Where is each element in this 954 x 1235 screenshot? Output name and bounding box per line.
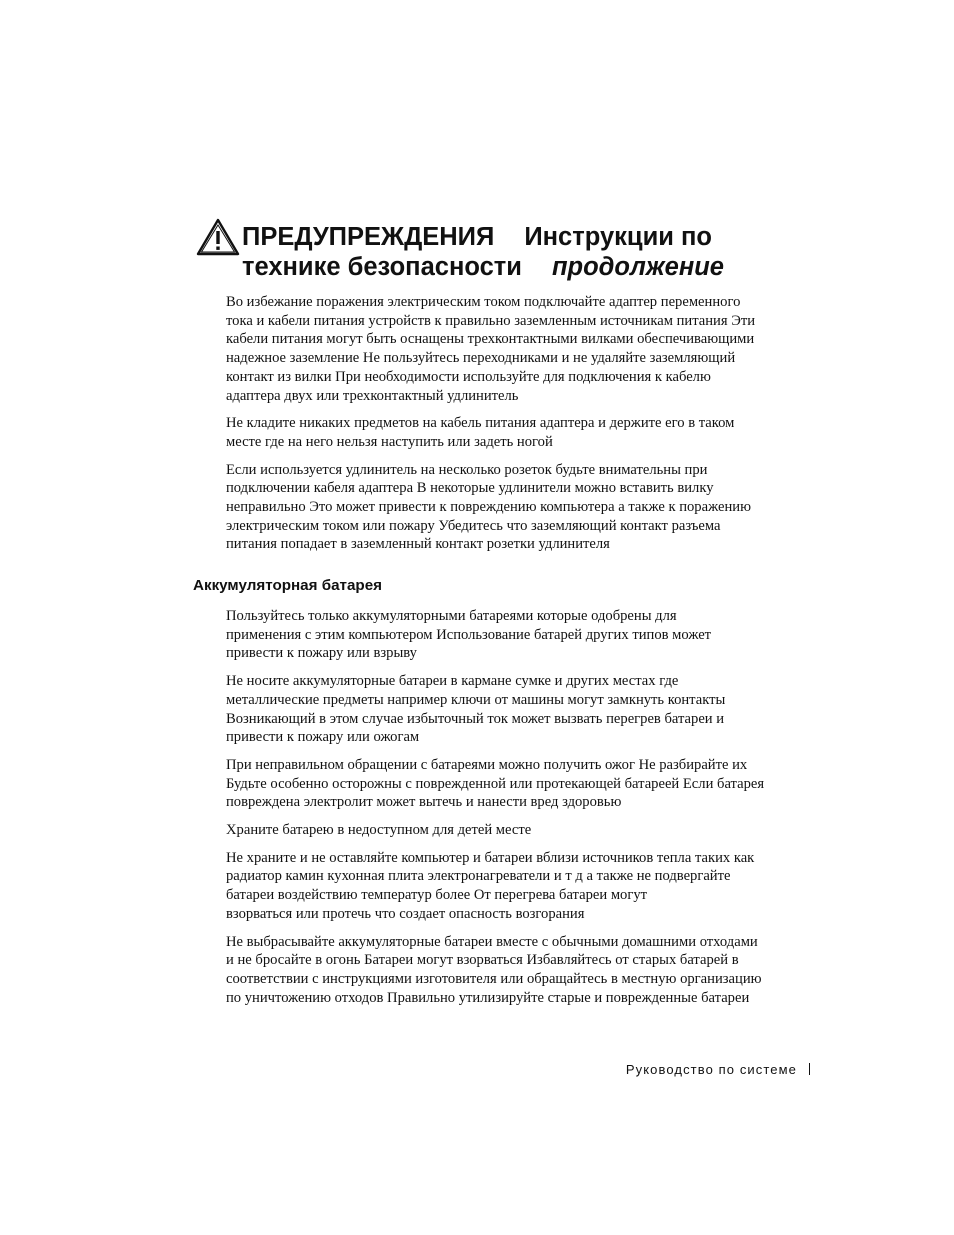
- battery-section: [226, 607, 816, 1016]
- paragraph-battery-children: Храните батарею в недоступном для детей месте: [226, 822, 532, 839]
- title-rest: Инструкции по: [524, 223, 713, 251]
- paragraph-battery-disposal: Не выбрасывайте аккумуляторные батареи вместе с обычными домашними отходами и не бросайте в огонь Батареи могут взорваться Избавляйтесь от старых батарей в соответствии с инструкциями изготовителя или обращайтесь в местную организацию по уничтожению отходов Правильно утилизируйте старые и поврежденные батареи: [226, 933, 762, 1006]
- paragraph-cable: Не кладите никаких предметов на кабель питания адаптера и держите его в таком месте где на него нельзя наступить или задеть ногой: [226, 415, 735, 450]
- footer-divider: [809, 1063, 810, 1075]
- footer-label: Руководство по системе: [625, 1062, 797, 1077]
- warning-triangle-icon: [196, 218, 240, 256]
- title-line2: технике безопасности: [242, 253, 522, 281]
- paragraph-grounding: Во избежание поражения электрическим током подключайте адаптер переменного тока и кабели питания устройств к правильно заземленным источникам питания Эти кабели питания могут быть оснащены трехконтактными вилками обеспечивающими надежное заземление Не пользуйтесь переходниками и не удаляйте заземляющий контакт из вилки При необходимости используйте для подключения к кабелю адаптера двух или трехконтактный удлинитель: [226, 294, 756, 404]
- title-continued: продолжение: [551, 253, 724, 281]
- battery-heading: Аккумуляторная батарея: [193, 577, 382, 594]
- title-main: ПРЕДУПРЕЖДЕНИЯ: [242, 223, 495, 251]
- page-title: [242, 222, 724, 282]
- paragraph-battery-approved: Пользуйтесь только аккумуляторными батареями которые одобрены для применения с этим компьютером Использование батарей других типов может привести к пожару или взрыву: [226, 608, 712, 662]
- paragraph-battery-carry: Не носите аккумуляторные батареи в кармане сумке и других местах где металлические предметы например ключи от машины могут замкнуть контакты Возникающий в этом случае избыточный ток может вызвать перегрев батареи и привести к пожару или ожогам: [226, 673, 726, 746]
- page-footer: [560, 1061, 810, 1079]
- paragraph-battery-heat: Не храните и не оставляйте компьютер и батареи вблизи источников тепла таких как радиатор камин кухонная плита электронагреватели и т д а также не подвергайте батареи воздействию температур более От перегрева батареи могут взорваться или протечь что создает опасность возгорания: [226, 849, 755, 922]
- safety-section: [226, 293, 816, 563]
- paragraph-extension: Если используется удлинитель на несколько розеток будьте внимательны при подключении кабеля адаптера В некоторые удлинители можно вставить вилку неправильно Это может привести к повреждению компьютера а также к поражению электрическим током или пожару Убедитесь что заземляющий контакт разъема питания попадает в заземленный контакт розетки удлинителя: [226, 461, 751, 553]
- paragraph-battery-burn: При неправильном обращении с батареями можно получить ожог Не разбирайте их Будьте особенно осторожны с поврежденной или протекающей батареей Если батарея повреждена электролит может вытечь и нанести вред здоровью: [226, 756, 765, 811]
